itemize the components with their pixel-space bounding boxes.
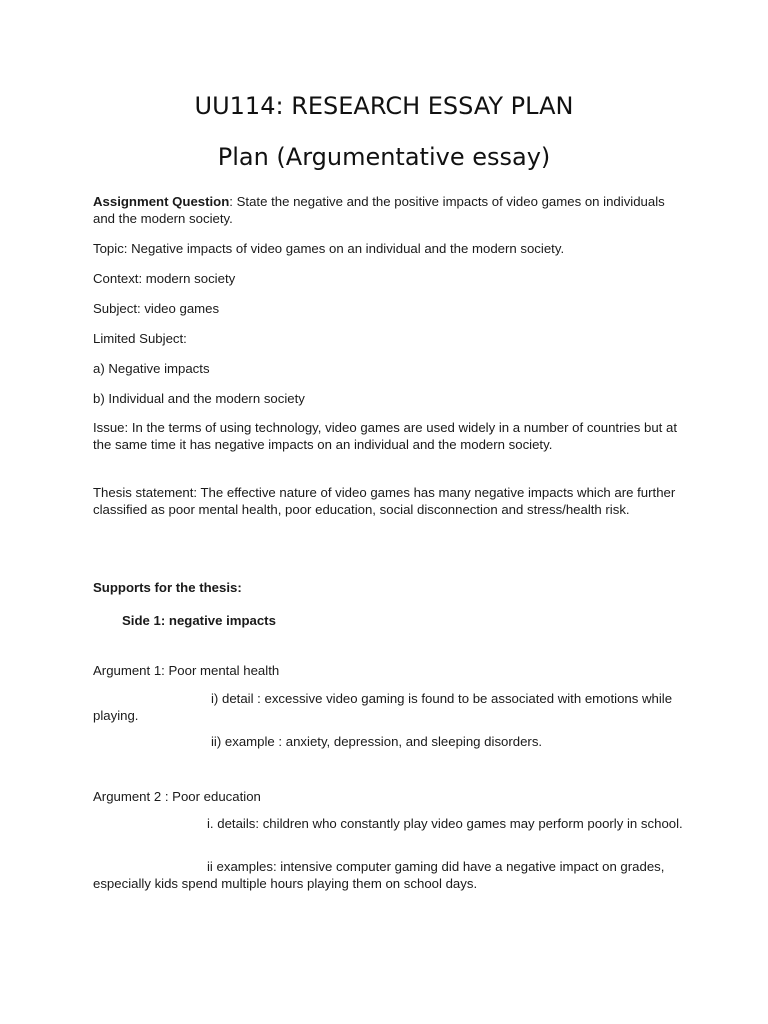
topic-line: Topic: Negative impacts of video games on an individual and the modern society. bbox=[93, 241, 565, 256]
thesis-paragraph: Thesis statement: The effective nature of video games has many negative impacts which are further classified as poor mental health, poor education, social disconnection and stress/health risk. bbox=[93, 485, 676, 517]
argument2-detail: i. details: children who constantly play video games may perform poorly in school. bbox=[207, 816, 683, 831]
document-title: UU114: RESEARCH ESSAY PLAN bbox=[194, 92, 574, 120]
argument1-heading: Argument 1: Poor mental health bbox=[93, 663, 280, 678]
issue-paragraph: Issue: In the terms of using technology, video games are used widely in a number of countries but at the same time it has negative impacts on an individual and the modern society. bbox=[93, 420, 677, 452]
limited-subject-line: Limited Subject: bbox=[93, 331, 187, 346]
assignment-question-text: : State the negative and the positive impacts of video games on individuals and the modern society. bbox=[93, 194, 665, 226]
limited-subject-b: b) Individual and the modern society bbox=[93, 391, 305, 406]
context-line: Context: modern society bbox=[93, 271, 236, 286]
argument1-example: ii) example : anxiety, depression, and sleeping disorders. bbox=[211, 734, 543, 749]
document-subtitle: Plan (Argumentative essay) bbox=[217, 143, 551, 171]
supports-heading: Supports for the thesis: bbox=[93, 580, 242, 595]
argument2-example: ii examples: intensive computer gaming did have a negative impact on grades, especially kids spend multiple hours playing them on school days. bbox=[93, 859, 665, 891]
subject-line: Subject: video games bbox=[93, 301, 220, 316]
argument2-heading: Argument 2 : Poor education bbox=[93, 789, 261, 804]
argument1-detail: i) detail : excessive video gaming is found to be associated with emotions while playing. bbox=[93, 691, 673, 723]
assignment-question-label: Assignment Question bbox=[93, 194, 230, 209]
side1-heading: Side 1: negative impacts bbox=[122, 613, 276, 628]
assignment-question bbox=[93, 193, 683, 227]
limited-subject-a: a) Negative impacts bbox=[93, 361, 210, 376]
